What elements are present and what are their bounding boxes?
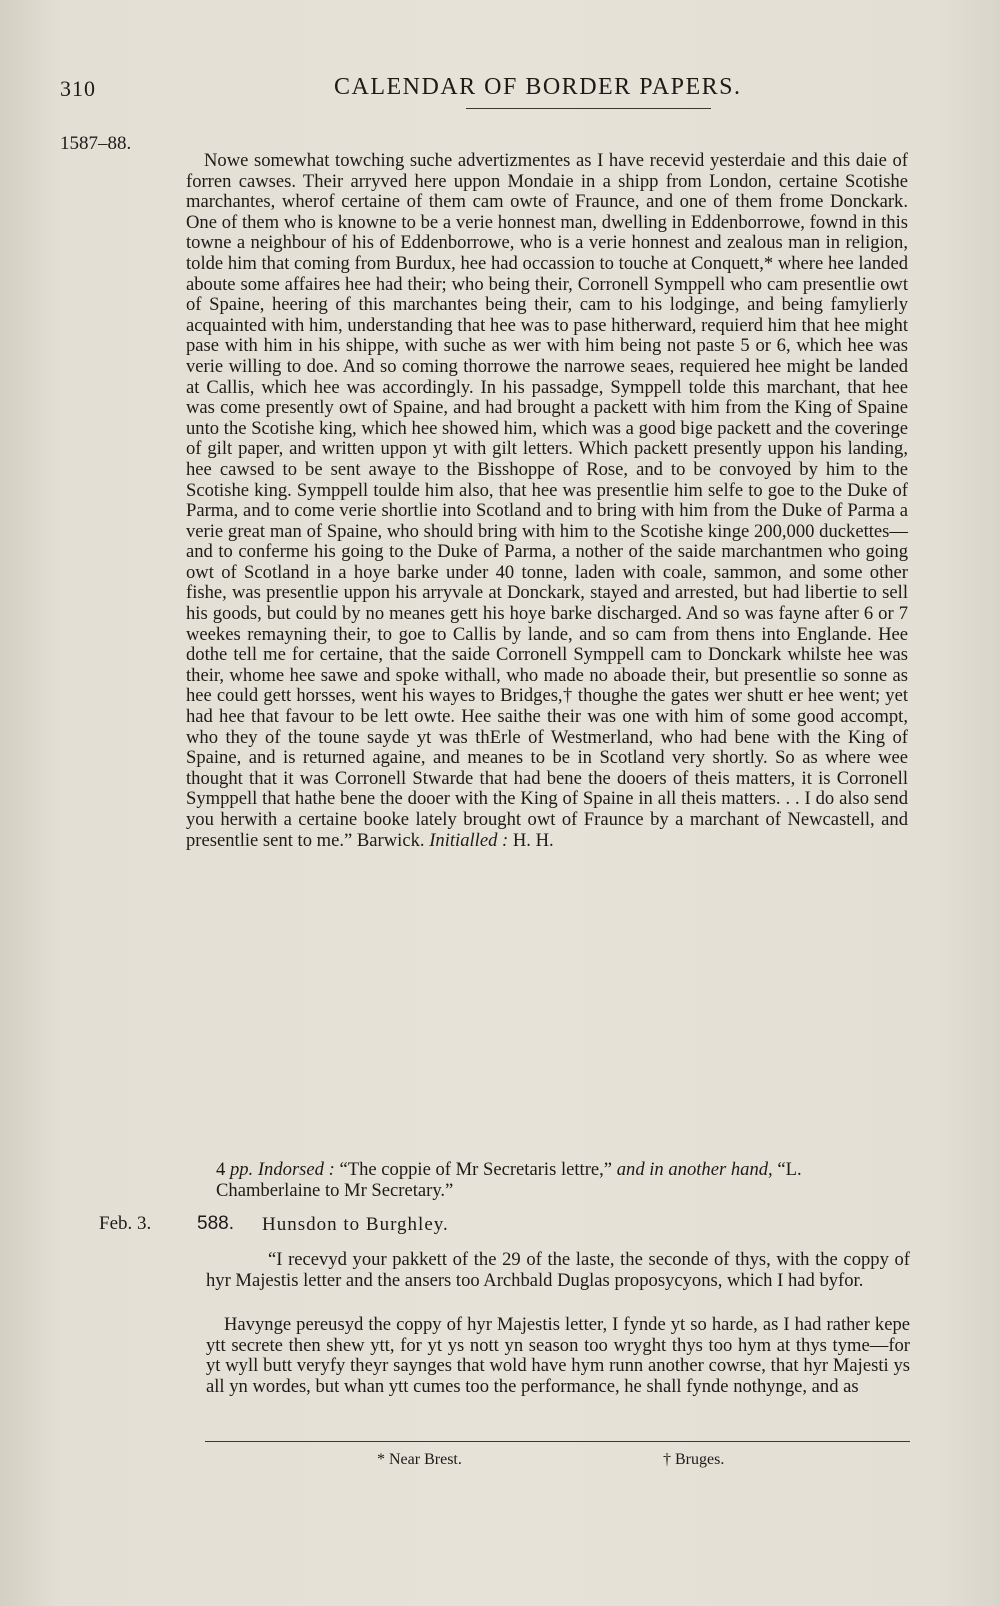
margin-year: 1587–88. xyxy=(60,133,132,154)
indorsed-label: Indorsed : xyxy=(257,1159,335,1180)
main-letter xyxy=(186,151,908,851)
margin-date: Feb. 3. xyxy=(99,1213,152,1234)
endorsement-quote-2: “L. Chamberlaine to Mr Secretary.” xyxy=(216,1159,802,1201)
running-head xyxy=(60,66,920,106)
initialled-label: Initialled : xyxy=(429,829,509,851)
footnote-bruges: † Bruges. xyxy=(663,1451,725,1468)
endorsement-connector: and in another hand, xyxy=(616,1159,773,1180)
header-rule xyxy=(466,108,711,109)
entry-title: Hunsdon to Burghley. xyxy=(262,1214,449,1235)
endorsement xyxy=(216,1160,909,1201)
second-letter-paragraph-1: “I recevyd your pakkett of the 29 of the laste, the seconde of thys, with the coppy of hyr Majestis letter and the ansers too Archbald Duglas proposycyons, which I had byfor. xyxy=(206,1249,910,1291)
main-letter-text: Nowe somewhat towching suche advertizmentes as I have recevid yesterdaie and this daie of forren cawses. Their arryved here uppon Mondaie in a shipp from London, certaine Scotishe marchantes, wherof certaine of them cam owte of Fraunce, and one of them frome Donckark. One of them who is knowne to be a verie honnest man, dwelling in Eddenborrowe, fownd in this towne a neighbour of his of Eddenborrowe, who is a verie honnest and zealous man in religion, tolde him that coming from Burdux, hee had occassion to touche at Conquett,* where hee landed aboute some affaires hee had their; who being their, Corronell Symppell who cam presentlie owt of Spaine, heering of this marchantes being their, cam to his lodginge, and being famylierly acquainted with him, understanding that hee was to pase hitherward, requierd him that hee might pase with him in his shippe, with suche as wer with him being not paste 5 or 6, which hee was verie willing to doe. And so coming thorrowe the narrowe seaes, requiered hee might be landed at Callis, which hee was accordingly. In his passadge, Symppell tolde this marchant, that hee was come presently owt of Spaine, and had brought a packett with him from the King of Spaine unto the Scotishe king, which hee showed him, which was a good bige packett and the coveringe of gilt paper, and written uppon yt with gilt letters. Which packett presently uppon his landing, hee cawsed to be sent awaye to the Bisshoppe of Rose, and to be convoyed by him to the Scotishe king. Symppell toulde him also, that hee was presentlie him selfe to goe to the Duke of Parma, and to come verie shortlie into Scotland and to bring with him from the Duke of Parma a verie great man of Spaine, who should bring with him to the Scotishe kinge 200,000 duckettes—and to conferme his going to the Duke of Parma, a nother of the saide marchantmen who going owt of Scotland in a hoye barke under 40 tonne, laden with coale, sammon, and some other fishe, was presentlie uppon his arryvale at Donckark, stayed and arrested, but had libertie to sell his goods, but could by no meanes gett his hoye barke discharged. And so was fayne after 6 or 7 weekes remayning their, to goe to Callis by lande, and so cam from thens into Englande. Hee dothe tell me for certaine, that the saide Corronell Symppell cam to Donckark whilste hee was their, whome hee sawe and spoke withall, who made no aboade their, but presentlie so sonne as hee could gett horsses, went his wayes to Bridges,† thoughe the gates wer shutt er hee went; yet had hee that favour to be lett owte. Hee saithe their was one with him of some good accompt, who they of the toune sayde yt was thErle of Westmerland, who had bene with the King of Spaine, and is returned againe, and meanes to be in Scotland very shortly. So as where wee thought that it was Corronell Stwarde that had bene the dooers of theis matters, it is Corronell Symppell that hathe bene the dooer with the King of Spaine in all theis matters. . . I do also send you herwith a certaine booke lately brought owt of Fraunce by a marchant of Newcastell, and presentlie sent to me.” Barwick. xyxy=(186,150,908,851)
endorsement-quote-1: “The coppie of Mr Secretaris lettre,” xyxy=(339,1159,613,1180)
entry-number: 588. xyxy=(197,1213,234,1234)
page-number: 310 xyxy=(60,76,96,101)
footnote-rule xyxy=(205,1441,910,1442)
second-letter-paragraph-2: Havynge pereusyd the coppy of hyr Majestis letter, I fynde yt so harde, as I had rather kepe ytt secrete then shew ytt, for yt ys nott yn season too wryght thys too hym at thys tyme—for yt wyll butt veryfy theyr saynges that wold have hym runn another cowrse, that hyr Majesti ys all yn wordes, but whan ytt cumes too the performance, he shall fynde nothynge, and as xyxy=(206,1314,910,1397)
endorsement-pages-label: pp. xyxy=(229,1159,254,1180)
initialled-value: H. H. xyxy=(512,829,554,851)
running-title: CALENDAR OF BORDER PAPERS. xyxy=(334,74,742,100)
footnote-near-brest: * Near Brest. xyxy=(377,1451,462,1468)
endorsement-pages: 4 xyxy=(216,1159,226,1180)
